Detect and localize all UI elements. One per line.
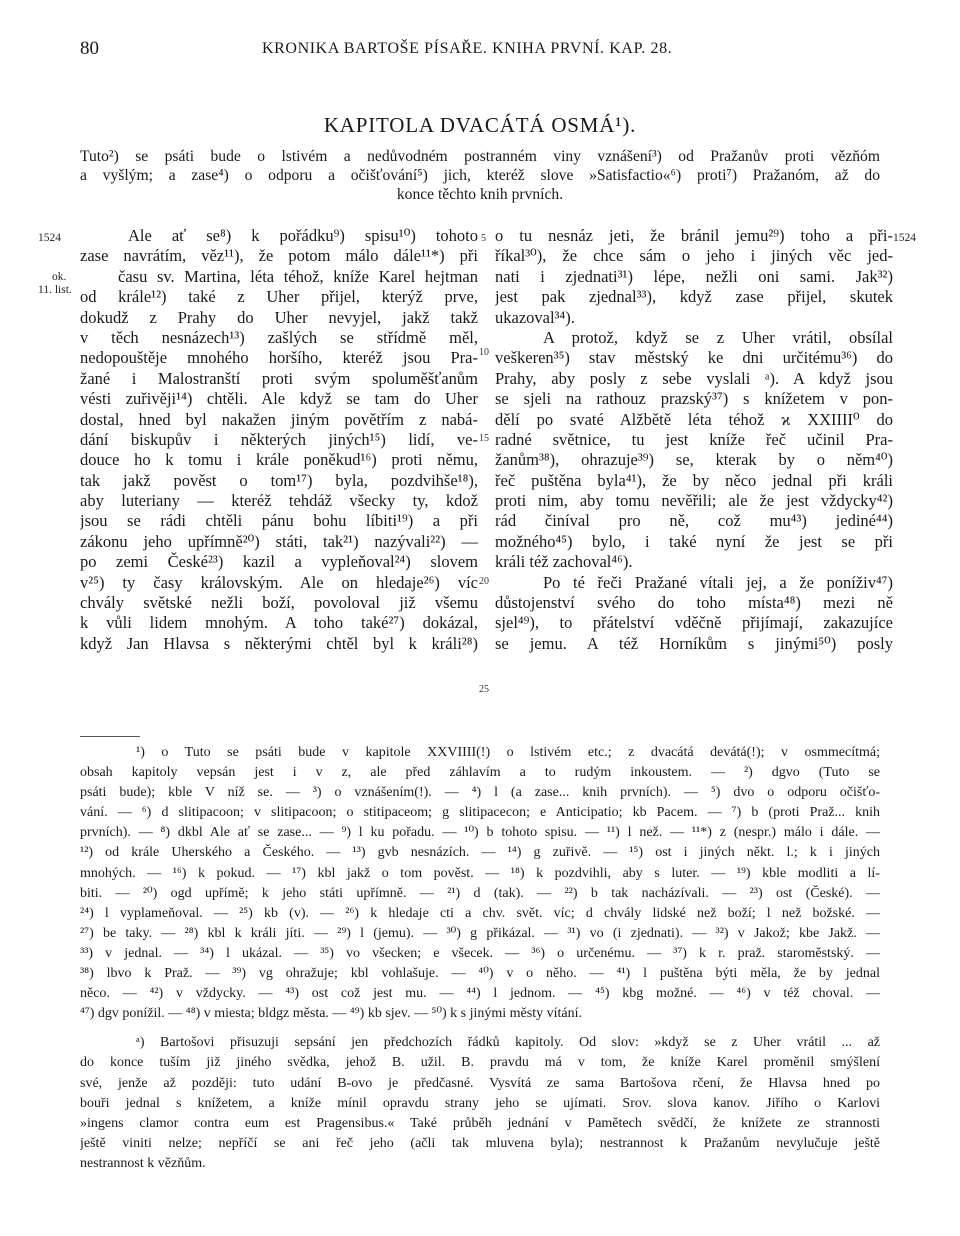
text-line: k vůli lidem mnohým. A toho také²⁷) dokázal, (80, 613, 478, 633)
text-line: po zemi České²³) kazil a vypleňoval²⁴) slovem (80, 552, 478, 572)
chapter-title: KAPITOLA DVACÁTÁ OSMÁ¹). (323, 113, 637, 137)
text-line: o tu nesnáz jeti, že bránil jemu²⁹) toho a při- (495, 226, 893, 245)
text-line: v těch nesnázech¹³) zašlých se střídmě měl, (80, 327, 478, 347)
text-line: nedopouštěje mnohého horšího, kteréž jsou Pra- (80, 348, 478, 368)
summary-line: Tuto²) se psáti bude o lstivém a nedůvodném postranném viny vznášení³) od Pražanův proti vězňóm (80, 148, 880, 165)
left-column (80, 226, 478, 654)
margin-date-note: ok. (52, 271, 67, 283)
line-number: 25 (479, 684, 489, 695)
text-line: řeč puštěna byla⁴¹), že by něco jednal při králi (495, 470, 893, 490)
note-a-line: své, jenže až později: tuto udání B-ovo je předčasné. Vysvítá ze sama Bartošova rčení, že Hlavsa hned po (80, 1075, 880, 1091)
footnote-line: biti. — ²⁰) ogd upřímě; k jeho státi upřímně. — ²¹) d (tak). — ²²) b tak nacházívali. — ²³) ost (České). — (80, 885, 880, 901)
footnote-line: ³⁸) lbvo k Praž. — ³⁹) vg ohražuje; kbl vohlašuje. — ⁴⁰) v o něho. — ⁴¹) l puštěna býti měla, že by jednal (80, 966, 880, 982)
right-column (495, 226, 893, 654)
text-line: zákonu jeho upřímně²⁰) státi, tak²¹) nazývali²²) — (80, 531, 478, 551)
text-line: od krále¹²) také z Uher přijel, kterýž prve, (80, 287, 478, 307)
text-line: možného⁴⁵) bylo, i také nyní že jest se při (495, 531, 893, 551)
text-line: dání biskupův i některých jiných¹⁵) lidí, ve- (80, 429, 478, 449)
footnote-separator (80, 736, 140, 737)
text-line: vésti zuřivěji¹⁴) chtěli. Ale když se tam do Uher (80, 389, 478, 409)
line-number: 10 (479, 347, 489, 358)
text-line: zase navrátím, věz¹¹), že potom málo dále¹¹*) při (80, 246, 478, 266)
summary-line: konce těchto knih prvních. (396, 186, 564, 203)
footnote-line: obsah kapitoly vepsán jest i v z, ale před záhlavím a to rudým inkoustem. — ²) dgvo (Tuto se (80, 765, 880, 781)
footnote-line: ²⁴) l vyplameňoval. — ²⁵) kb (v). — ²⁶) k hledaje cti a chv. svět. víc; d chvály lidské než boží; l než božské. — (80, 905, 880, 921)
note-a-line: ještě viniti nelze; nepříčí se ani řeč jeho (ačli tak mluvena byla); nestrannost k Pražanům nevylučuje ještě (80, 1135, 880, 1151)
text-line: dokudž z Prahy do Uher nevyjel, jakž takž (80, 307, 478, 327)
page-number: 80 (80, 38, 99, 59)
line-number: 5 (481, 233, 486, 244)
footnotes (80, 743, 880, 1174)
note-a-line: ᵃ) Bartošovi přisuzuji sepsání jen předchozích řádků kapitoly. Od slov: »když se z Uher vrátil ... až (136, 1035, 880, 1051)
footnote-line: něco. — ⁴²) v vždycky. — ⁴³) ost což jest mu. — ⁴⁴) l jednom. — ⁴⁵) kbg možné. — ⁴⁶) v též choval. — (80, 986, 880, 1002)
footnote-line: ¹²) od krále Uherského a Českého. — ¹³) gvb nesnázích. — ¹⁴) g zuřivě. — ¹⁵) ost i jiných někt. l.; k i jiných (80, 845, 880, 861)
summary-line: a vyšlým; a zase⁴) o odporu a očišťování⁵) jich, kteréž slove »Satisfactio«⁶) proti⁷) Pražanóm, až do (80, 167, 880, 184)
text-line: když Jan Hlavsa s některými chtěl byl k králi²⁸) (80, 633, 478, 653)
note-a-line: »ingens clamor contra eum est Pragensibus.« Také průběh jednání v Pamětech svědčí, že knížete ze strannosti (80, 1115, 880, 1131)
footnote-line: mnohých. — ¹⁶) k pokud. — ¹⁷) kbl jakž o tom pověst. — ¹⁸) k pozdvihli, aby s luter. — ¹⁹) kble modliti a lí- (80, 865, 880, 881)
text-line: jsou se rádi chtěli pánu bohu líbiti¹⁹) a při (80, 511, 478, 531)
chapter-summary (80, 147, 880, 204)
footnote-line: ¹) o Tuto se psáti bude v kapitole XXVIIII(!) o lstivém etc.; z dvacátá devátá(!); v osmmecítmá; (136, 745, 880, 760)
text-line: A protož, když se z Uher vrátil, obsílal (543, 327, 893, 347)
text-line: říkal³⁰), že chce sám o jeho i jiných věc jed- (495, 246, 893, 266)
footnote-line: vání. — ⁶) d slitipacoon; v slitipacoon; o stitipaceom; g slitipacecon; e Anticipatio; kb Pacem. — ⁷) b (proti Praž... knih (80, 805, 880, 821)
line-number: 20 (479, 576, 489, 587)
margin-year-right: 1524 (893, 232, 916, 244)
text-line: se sjeli na rathouz prazský³⁷) s knížetem v pon- (495, 389, 893, 409)
text-line: Po té řeči Pražané vítali jej, a že poníživ⁴⁷) (543, 572, 893, 592)
text-line: jest pak zjednal³³), když zase přijel, skutek (495, 287, 893, 307)
note-a-line: do konce tuším již jiného svědka, jehož B. užil. B. pravdu má v tom, že kníže Karel proměnil smýšlení (80, 1055, 880, 1071)
text-line: důstojenství svého do toho místa⁴⁸) mezi ně (495, 593, 893, 613)
text-line: veškeren³⁵) stav městský ke dni určitému³⁶) do (495, 348, 893, 368)
text-line: ukazoval³⁴). (495, 307, 575, 327)
text-line: proti nim, aby tomu nevěřili; ale že jest vždycky⁴²) (495, 491, 893, 511)
line-number: 15 (479, 433, 489, 444)
text-line: Prahy, aby posly z sebe vyslali ᵃ). A když jsou (495, 368, 893, 388)
note-a-line: bouři jednal s knížetem, a kníže mínil opravdu strany jeho se ujímati. Srov. slova kanov. Jiřího o Karlovi (80, 1095, 880, 1111)
text-line: žané i Malostranští proti svým spoluměšťanům (80, 368, 478, 388)
text-line: chvály světské nežli boží, povoloval již všemu (80, 593, 478, 613)
note-a-line: nestrannost k vězňům. (80, 1155, 206, 1171)
text-line: nati i zjednati³¹) lépe, nežli oni sami. Jak³²) (495, 266, 893, 286)
text-line: douce ho k tomu i krále poněkud¹⁶) proti němu, (80, 450, 478, 470)
footnote-line: psáti bude); kble V níž se. — ³) o vznášením(!). — ⁴) l (a zase... knih prvních). — ⁵) dvo o odporu očišťo- (80, 785, 880, 801)
text-line: času sv. Martina, léta téhož, kníže Karel hejtman (118, 266, 478, 286)
text-line: radné světnice, tu jest kníže řeč učinil Pra- (495, 429, 893, 449)
text-line: se jemu. A též Horníkům s jinými⁵⁰) posly (495, 633, 893, 653)
footnote-line: ⁴⁷) dgv ponížil. — ⁴⁸) v miesta; bldgz města. — ⁴⁹) kb sjev. — ⁵⁰) k s jinými městy vítání. (80, 1006, 582, 1022)
text-line: Ale ať se⁸) k pořádku⁹) spisu¹⁰) tohoto (128, 226, 478, 245)
text-line: tak jakž pověst o tom¹⁷) byla, pozdvihše¹⁸), (80, 470, 478, 490)
margin-date-note: 11. list. (38, 284, 72, 296)
footnote-line: prvních). — ⁸) dkbl Ale ať se zase... — ⁹) l ku pořadu. — ¹⁰) b tohoto spisu. — ¹¹) l než. — ¹¹*) z (nespr.) málo i dále. — (80, 825, 880, 841)
text-line: žanům³⁸), ohrazuje³⁹) se, kterak by o něm⁴⁰) (495, 450, 893, 470)
text-line: dělí po svaté Alžbětě léta téhož ϰ XXIIII⁰ do (495, 409, 893, 429)
text-line: králi též zachoval⁴⁶). (495, 552, 633, 572)
margin-year-left: 1524 (38, 232, 61, 244)
footnote-line: ³³) v jednal. — ³⁴) l ukázal. — ³⁵) vo všecken; e všecek. — ³⁶) o určenému. — ³⁷) k r. praž. staroměstský. — (80, 945, 880, 961)
text-line: v²⁵) ty časy královským. Ale on hledaje²⁶) víc (80, 572, 478, 592)
text-line: aby luteriany — kteréž tehdáž všecky ty, kdož (80, 491, 478, 511)
text-line: rád činíval pro ně, což mu⁴³) jediné⁴⁴) (495, 511, 893, 531)
text-line: dostal, hned byl nakažen jiným povětřím z nabá- (80, 409, 478, 429)
footnote-line: ²⁷) be taky. — ²⁸) kbl k králi jíti. — ²⁹) l (jemu). — ³⁰) g přikázal. — ³¹) vo (i zjednati). — ³²) v Jakož; kbe Jakž. — (80, 925, 880, 941)
running-title: KRONIKA BARTOŠE PÍSAŘE. KNIHA PRVNÍ. KAP. 28. (262, 40, 673, 57)
text-line: sjel⁴⁹), to přátelství vděčně přijímají, zakazujíce (495, 613, 893, 633)
